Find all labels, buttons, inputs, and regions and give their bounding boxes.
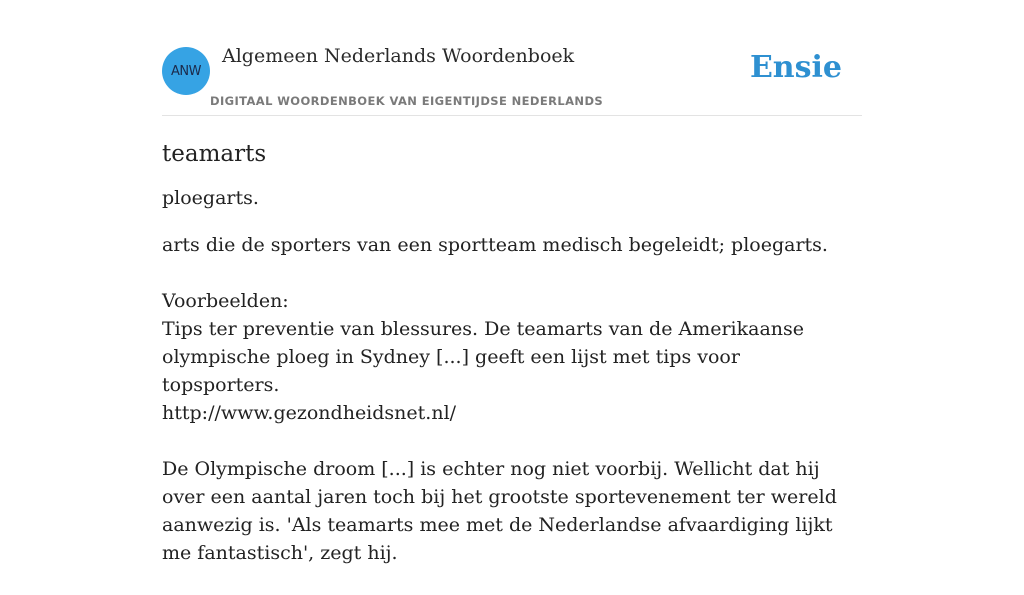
entry-headword: teamarts	[162, 141, 267, 167]
logo-text: ANW	[171, 63, 201, 79]
site-title[interactable]: Algemeen Nederlands Woordenboek	[222, 45, 575, 67]
example-text: De Olympische droom [...] is echter nog niet voorbij. Wellicht dat hij over een aantal jaren toch bij het grootste sportevenement ter wereld aanwezig is. 'Als teamarts mee met de Nederlandse afvaardiging lijkt me fantastisch', zegt hij.	[162, 458, 837, 564]
example-item	[162, 455, 862, 567]
example-item	[162, 315, 862, 427]
site-header	[162, 0, 862, 116]
examples-label: Voorbeelden:	[162, 290, 289, 312]
entry-content	[162, 138, 862, 595]
short-definition: ploegarts.	[162, 187, 259, 209]
ensie-logo[interactable]: Ensie	[749, 50, 842, 85]
anw-logo[interactable]	[162, 47, 210, 95]
example-source-link[interactable]: http://www.gezondheidsnet.nl/	[162, 402, 457, 424]
site-subtitle: DIGITAAL WOORDENBOEK VAN EIGENTIJDSE NEDERLANDS	[210, 94, 604, 108]
example-text: Tips ter preventie van blessures. De teamarts van de Amerikaanse olympische ploeg in Sydney [...] geeft een lijst met tips voor topsporters.	[162, 318, 805, 396]
long-definition: arts die de sporters van een sportteam medisch begeleidt; ploegarts.	[162, 234, 828, 256]
